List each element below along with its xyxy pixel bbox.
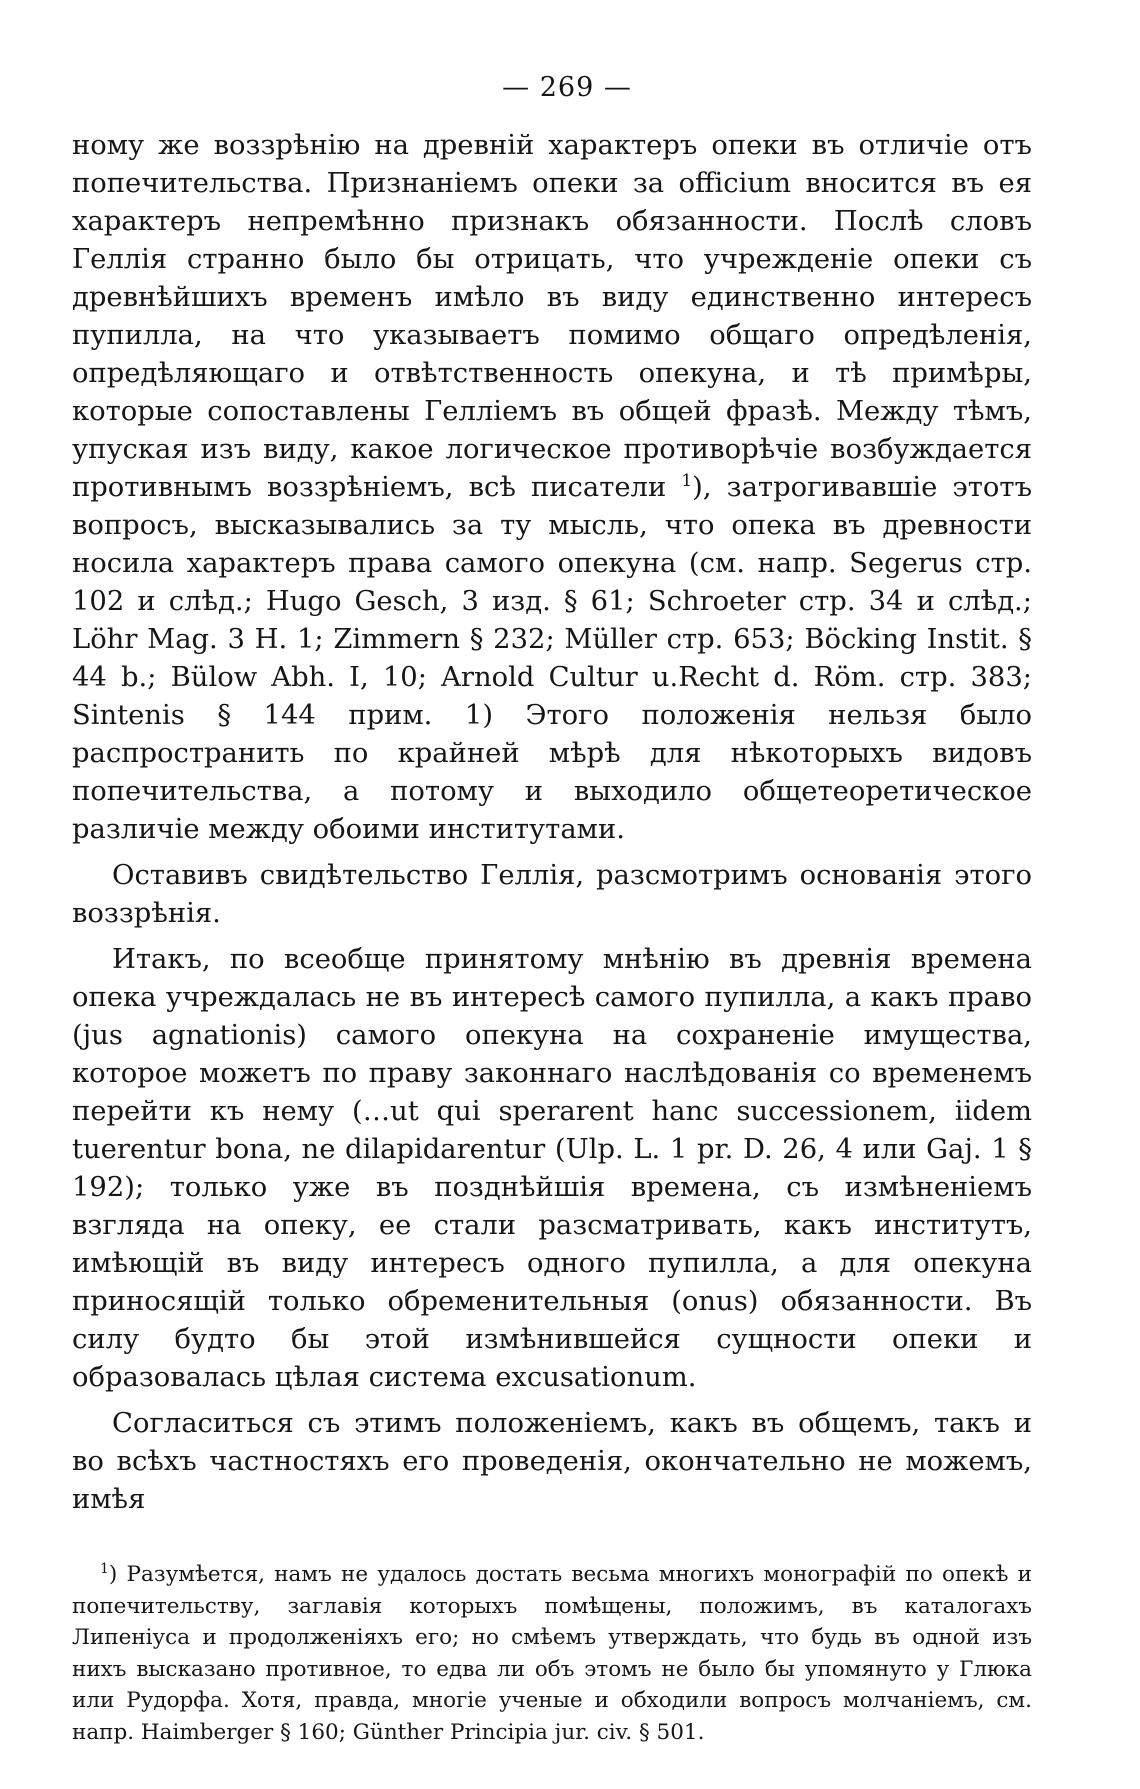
footnotes [72,1559,1032,1748]
paragraph-1-text-a: ному же воззрѣнію на древній характеръ опеки въ отличіе отъ попечительства. Признаніемъ опеки за officium вносится въ ея характеръ непремѣнно признакъ обязанности. Послѣ словъ Геллія странно было бы отрицать, что учрежденіе опеки съ древнѣйшихъ временъ имѣло въ виду единственно интересъ пупилла, на что указываетъ помимо общаго опредѣленія, опредѣляющаго и отвѣтственность опекуна, и тѣ примѣры, которые сопоставлены Гелліемъ въ общей фразѣ. Между тѣмъ, упуская изъ виду, какое логическое противорѣчіе возбуждается противнымъ воззрѣніемъ, всѣ писатели [72,130,1032,503]
paragraph-2: Оставивъ свидѣтельство Геллія, разсмотримъ основанія этого воззрѣнія. [72,860,1032,929]
footnote-1 [72,1559,1032,1748]
paragraph-1 [72,127,1032,849]
footnote-reference: 1 [681,470,693,491]
footnote-text: ) Разумѣется, намъ не удалось достать весьма многихъ монографій по опекѣ и попечительству, заглавія которыхъ помѣщены, положимъ, въ каталогахъ Липеніуса и продолженіяхъ его; но смѣемъ утверждать, что будь въ одной изъ нихъ высказано противное, то едва ли объ этомъ не было бы упомянуто у Глюка или Рудорфа. Хотя, правда, многіе ученые и обходили вопросъ молчаніемъ, см. напр. Haimberger § 160; Günther Principia jur. civ. § 501. [72,1562,1032,1745]
paragraph-4: Согласиться съ этимъ положеніемъ, какъ въ общемъ, такъ и во всѣхъ частностяхъ его проведенія, окончательно не можемъ, имѣя [72,1408,1032,1515]
book-page [72,72,1032,1748]
paragraph-1-text-b: ), затрогивавшіе этотъ вопросъ, высказывались за ту мысль, что опека въ древности носила характеръ права самого опекуна (см. напр. Segerus стр. 102 и слѣд.; Hugo Gesch, 3 изд. § 61; Schroeter стр. 34 и слѣд.; Löhr Mag. 3 H. 1; Zimmern § 232; Müller стр. 653; Böcking Instit. § 44 b.; Bülow Abh. I, 10; Arnold Cultur u.Recht d. Röm. стр. 383; Sintenis § 144 прим. 1) Этого положенія нельзя было распространить по крайней мѣрѣ для нѣкоторыхъ видовъ попечительства, а потому и выходило общетеоретическое различіе между обоими институтами. [72,472,1032,845]
page-number: — 269 — [502,72,632,103]
paragraph-3: Итакъ, по всеобще принятому мнѣнію въ древнія времена опека учреждалась не въ интересѣ самого пупилла, а какъ право (jus agnationis) самого опекуна на сохраненіе имущества, которое можетъ по праву законнаго наслѣдованія со временемъ перейти къ нему (…ut qui sperarent hanc successionem, iidem tuerentur bona, ne dilapidarentur (Ulp. L. 1 pr. D. 26, 4 или Gaj. 1 § 192); только уже въ позднѣйшія времена, съ измѣненіемъ взгляда на опеку, ее стали разсматривать, какъ институтъ, имѣющій въ виду интересъ одного пупилла, а для опекуна приносящій только обременительныя (onus) обязанности. Въ силу будто бы этой измѣнившейся сущности опеки и образовалась цѣлая система excusationum. [72,944,1032,1393]
footnote-mark: 1 [100,1560,109,1577]
